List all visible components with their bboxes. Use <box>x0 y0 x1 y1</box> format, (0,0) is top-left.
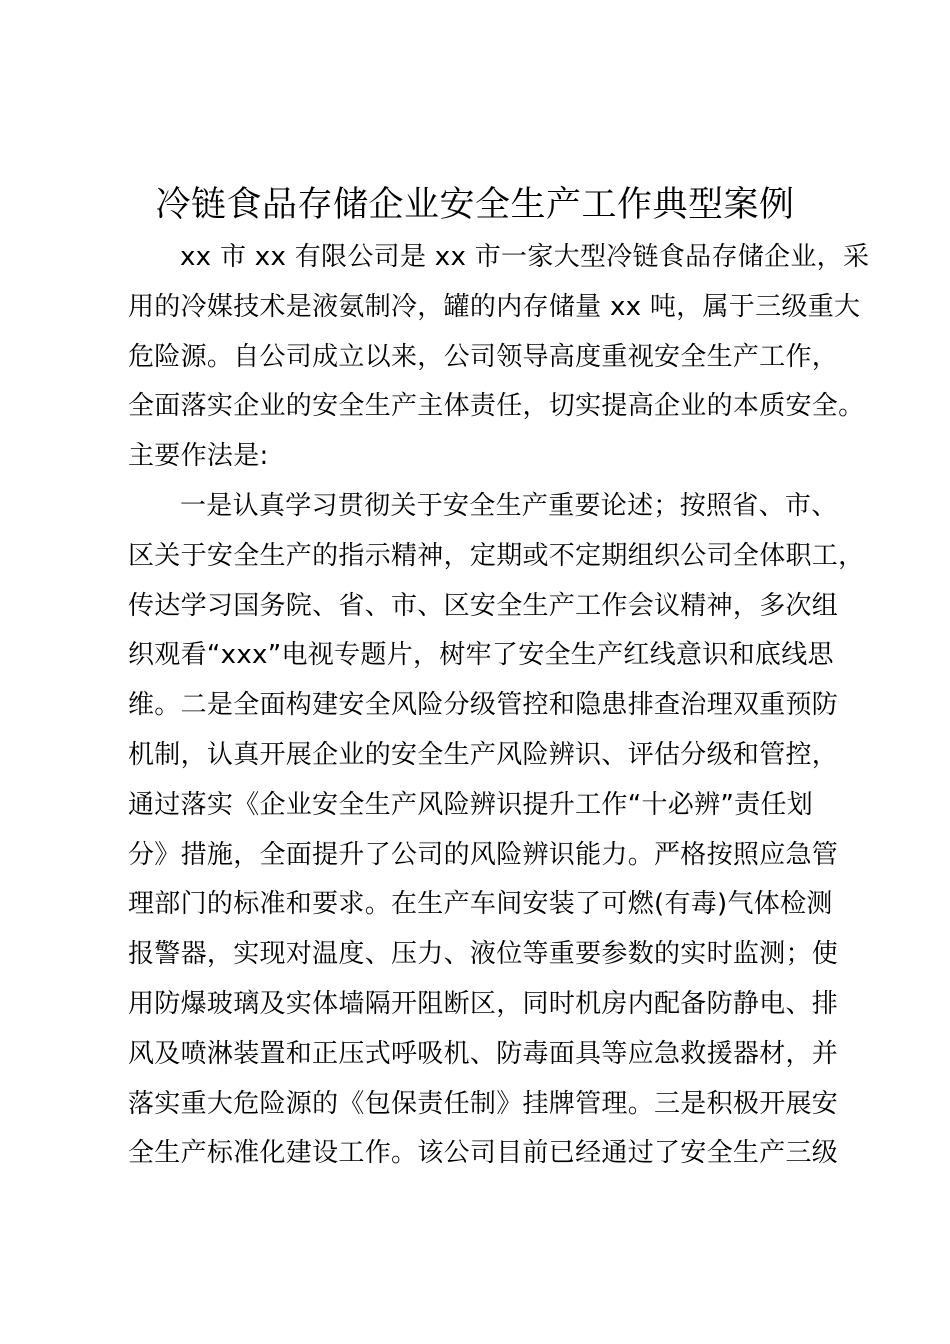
paragraph-line: 用的冷媒技术是液氨制冷，罐的内存储量 xx 吨，属于三级重大 <box>128 291 861 322</box>
paragraph-line: 报警器，实现对温度、压力、液位等重要参数的实时监测；使 <box>128 939 839 970</box>
paragraph-line: 落实重大危险源的《包保责任制》挂牌管理。三是积极开展安 <box>128 1088 839 1119</box>
paragraph-line: 风及喷淋装置和正压式呼吸机、防毒面具等应急救援器材，并 <box>128 1038 839 1069</box>
paragraph-line: 分》措施，全面提升了公司的风险辨识能力。严格按照应急管 <box>128 839 839 870</box>
paragraph-line: 主要作法是: <box>128 441 269 472</box>
paragraph-line: 织观看“xxx”电视专题片，树牢了安全生产红线意识和底线思 <box>128 640 834 671</box>
paragraph-line: 全面落实企业的安全生产主体责任，切实提高企业的本质安全。 <box>128 391 865 422</box>
paragraph-line: 一是认真学习贯彻关于安全生产重要论述；按照省、市、 <box>180 490 838 521</box>
paragraph-line: 机制，认真开展企业的安全生产风险辨识、评估分级和管控， <box>128 739 839 770</box>
document-body <box>128 233 868 1179</box>
paragraph-line: 用防爆玻璃及实体墙隔开阻断区，同时机房内配备防静电、排 <box>128 988 839 1019</box>
paragraph-line: xx 市 xx 有限公司是 xx 市一家大型冷链食品存储企业，采 <box>180 242 870 272</box>
paragraph-line: 维。二是全面构建安全风险分级管控和隐患排查治理双重预防 <box>128 690 839 721</box>
paragraph-line: 通过落实《企业安全生产风险辨识提升工作“十必辨”责任划 <box>128 789 814 820</box>
document-title: 冷链食品存储企业安全生产工作典型案例 <box>155 185 795 225</box>
paragraph-line: 传达学习国务院、省、市、区安全生产工作会议精神，多次组 <box>128 590 839 621</box>
paragraph-line: 理部门的标准和要求。在生产车间安装了可燃(有毒)气体检测 <box>128 889 833 920</box>
paragraph-line: 区关于安全生产的指示精神，定期或不定期组织公司全体职工， <box>128 540 865 571</box>
paragraph-line: 危险源。自公司成立以来，公司领导高度重视安全生产工作， <box>128 341 839 372</box>
paragraph-line: 全生产标准化建设工作。该公司目前已经通过了安全生产三级 <box>128 1138 839 1169</box>
